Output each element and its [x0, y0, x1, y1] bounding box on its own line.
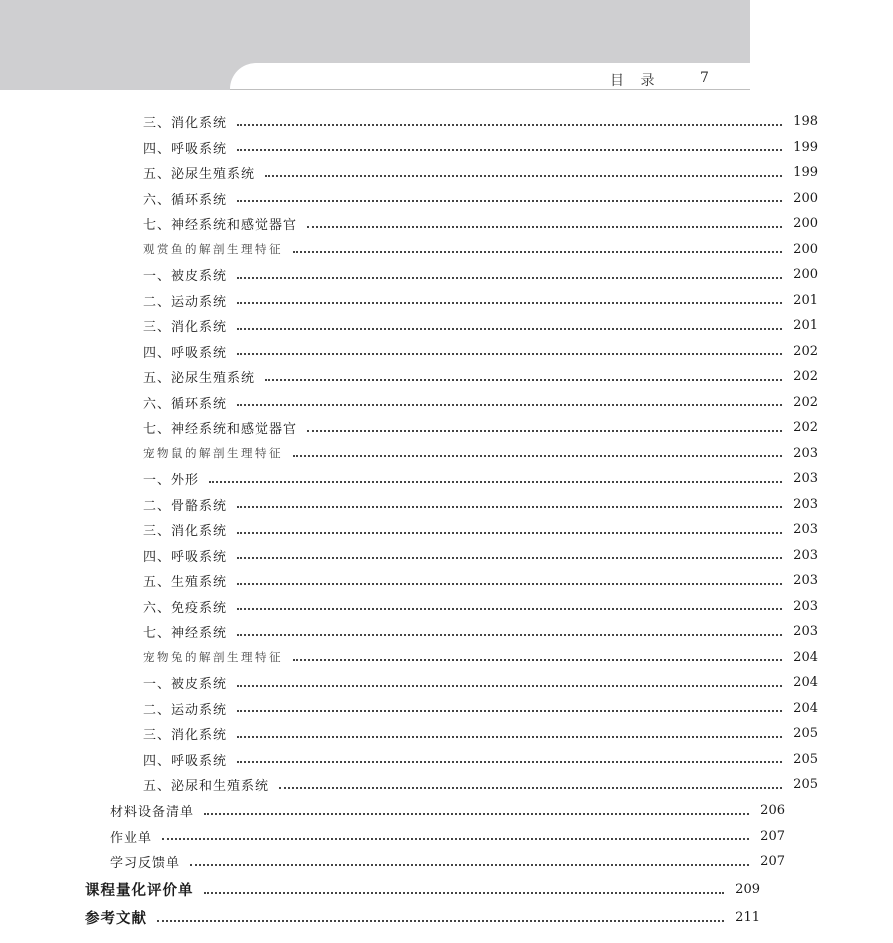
toc-entry-page: 200 [793, 241, 818, 257]
toc-entry[interactable] [0, 824, 860, 849]
toc-entry-page: 200 [793, 190, 818, 206]
toc-entry[interactable] [0, 441, 893, 466]
toc-entry[interactable] [0, 543, 893, 568]
toc-entry-page: 204 [793, 700, 818, 716]
toc-entry[interactable] [0, 109, 893, 134]
toc-entry-page: 200 [793, 267, 818, 282]
toc-entry-page: 203 [793, 496, 818, 512]
dot-leader [237, 532, 782, 534]
dot-leader [237, 634, 782, 636]
dot-leader [204, 813, 749, 815]
toc-entry-page: 201 [793, 318, 818, 333]
toc-entry-page: 202 [793, 343, 818, 359]
toc-entry-title: 五、泌尿和生殖系统 [143, 779, 270, 794]
toc-entry-title: 一、外形 [143, 473, 200, 488]
toc-entry[interactable] [0, 905, 835, 930]
toc-entry[interactable] [0, 877, 835, 902]
toc-entry[interactable] [0, 160, 893, 185]
toc-entry-page: 203 [793, 573, 818, 588]
toc-entry[interactable] [0, 415, 893, 440]
toc-entry-title: 课程量化评价单 [85, 883, 194, 899]
toc-entry-title: 作业单 [110, 830, 153, 846]
dot-leader [237, 149, 782, 151]
toc-entry-page: 201 [793, 292, 818, 308]
dot-leader [237, 328, 782, 330]
toc-entry[interactable] [0, 568, 893, 593]
dot-leader [237, 506, 782, 508]
toc-entry-title: 宠物鼠的解剖生理特征 [143, 446, 283, 460]
dot-leader [307, 226, 782, 228]
dot-leader [237, 685, 782, 687]
dot-leader [237, 761, 782, 763]
toc-entry[interactable] [0, 849, 860, 874]
toc-entry[interactable] [0, 237, 893, 262]
toc-entry-title: 七、神经系统 [143, 626, 228, 641]
dot-leader [237, 557, 782, 559]
toc-entry-page: 202 [793, 420, 818, 435]
toc-entry[interactable] [0, 313, 893, 338]
toc-entry-page: 205 [793, 777, 818, 792]
toc-entry-page: 198 [793, 114, 818, 129]
dot-leader [265, 379, 782, 381]
header-tab [230, 63, 750, 90]
toc-entry-page: 209 [735, 882, 760, 897]
toc-entry-page: 211 [735, 910, 760, 925]
toc-entry-title: 六、免疫系统 [143, 600, 228, 616]
toc-entry-page: 203 [793, 471, 818, 486]
page-number: 7 [700, 70, 709, 86]
toc-entry[interactable] [0, 390, 893, 415]
toc-entry-title: 三、消化系统 [143, 116, 228, 131]
dot-leader [237, 404, 782, 406]
toc-entry-title: 五、生殖系统 [143, 575, 228, 590]
dot-leader [209, 481, 782, 483]
toc-entry-page: 203 [793, 547, 818, 563]
dot-leader [237, 583, 782, 585]
toc-entry[interactable] [0, 721, 893, 746]
toc-entry[interactable] [0, 466, 893, 491]
toc-entry-page: 207 [760, 828, 785, 844]
toc-entry[interactable] [0, 186, 893, 211]
dot-leader [237, 200, 782, 202]
toc-entry[interactable] [0, 619, 893, 644]
toc-entry[interactable] [0, 288, 893, 313]
toc-entry-page: 205 [793, 751, 818, 767]
toc-entry-title: 材料设备清单 [110, 805, 195, 820]
toc-entry-title: 一、被皮系统 [143, 677, 228, 692]
toc-entry-page: 203 [793, 522, 818, 537]
toc-entry-title: 四、呼吸系统 [143, 753, 228, 769]
dot-leader [237, 302, 782, 304]
toc-entry-page: 203 [793, 624, 818, 639]
dot-leader [293, 251, 782, 253]
toc-entry-title: 二、骨骼系统 [143, 498, 228, 514]
toc-entry-page: 204 [793, 675, 818, 690]
toc-entry-title: 观赏鱼的解剖生理特征 [143, 242, 283, 256]
dot-leader [162, 838, 749, 840]
toc-entry-title: 六、循环系统 [143, 396, 228, 412]
toc-entry-page: 205 [793, 726, 818, 741]
toc-entry-title: 三、消化系统 [143, 524, 228, 539]
toc-entry-title: 四、呼吸系统 [143, 549, 228, 565]
dot-leader [237, 277, 782, 279]
dot-leader [237, 736, 782, 738]
toc-entry-title: 四、呼吸系统 [143, 141, 228, 157]
toc-entry-title: 三、消化系统 [143, 320, 228, 335]
toc-entry-title: 一、被皮系统 [143, 269, 228, 284]
dot-leader [237, 124, 782, 126]
toc-entry[interactable] [0, 645, 893, 670]
toc-entry[interactable] [0, 798, 860, 823]
header-rule [230, 89, 750, 90]
toc-entry[interactable] [0, 211, 893, 236]
dot-leader [157, 920, 724, 922]
dot-leader [293, 455, 782, 457]
dot-leader [279, 787, 782, 789]
toc-entry[interactable] [0, 492, 893, 517]
toc-entry[interactable] [0, 135, 893, 160]
dot-leader [204, 892, 725, 894]
toc-entry-title: 二、运动系统 [143, 702, 228, 718]
toc-entry[interactable] [0, 339, 893, 364]
toc-entry-title: 四、呼吸系统 [143, 345, 228, 361]
dot-leader [237, 353, 782, 355]
toc-entry-page: 206 [760, 803, 785, 818]
toc-entry[interactable] [0, 747, 893, 772]
toc-entry-page: 199 [793, 139, 818, 155]
toc-entry-title: 三、消化系统 [143, 728, 228, 743]
toc-entry-title: 五、泌尿生殖系统 [143, 371, 256, 386]
toc-entry[interactable] [0, 594, 893, 619]
toc-entry-page: 204 [793, 649, 818, 665]
toc-entry-page: 200 [793, 216, 818, 231]
toc-entry-title: 七、神经系统和感觉器官 [143, 218, 298, 233]
toc-entry-title: 七、神经系统和感觉器官 [143, 422, 298, 437]
toc-entry-page: 203 [793, 598, 818, 614]
toc-entry-page: 207 [760, 854, 785, 869]
toc-entry[interactable] [0, 364, 893, 389]
dot-leader [190, 864, 749, 866]
dot-leader [237, 608, 782, 610]
dot-leader [307, 430, 782, 432]
toc-entry[interactable] [0, 772, 893, 797]
toc-entry-title: 参考文献 [85, 911, 147, 927]
dot-leader [237, 710, 782, 712]
toc-entry[interactable] [0, 262, 893, 287]
toc-entry-page: 202 [793, 369, 818, 384]
toc-entry-title: 宠物兔的解剖生理特征 [143, 650, 283, 664]
dot-leader [265, 175, 782, 177]
toc-entry[interactable] [0, 517, 893, 542]
toc-entry-title: 学习反馈单 [110, 856, 181, 871]
toc-entry-title: 六、循环系统 [143, 192, 228, 208]
toc-entry-title: 二、运动系统 [143, 294, 228, 310]
running-header-title: 目 录 [610, 73, 661, 89]
toc-entry[interactable] [0, 670, 893, 695]
toc-entry-page: 202 [793, 394, 818, 410]
toc-entry-page: 199 [793, 165, 818, 180]
toc-entry-page: 203 [793, 445, 818, 461]
dot-leader [293, 659, 782, 661]
toc-entry[interactable] [0, 696, 893, 721]
toc-entry-title: 五、泌尿生殖系统 [143, 167, 256, 182]
